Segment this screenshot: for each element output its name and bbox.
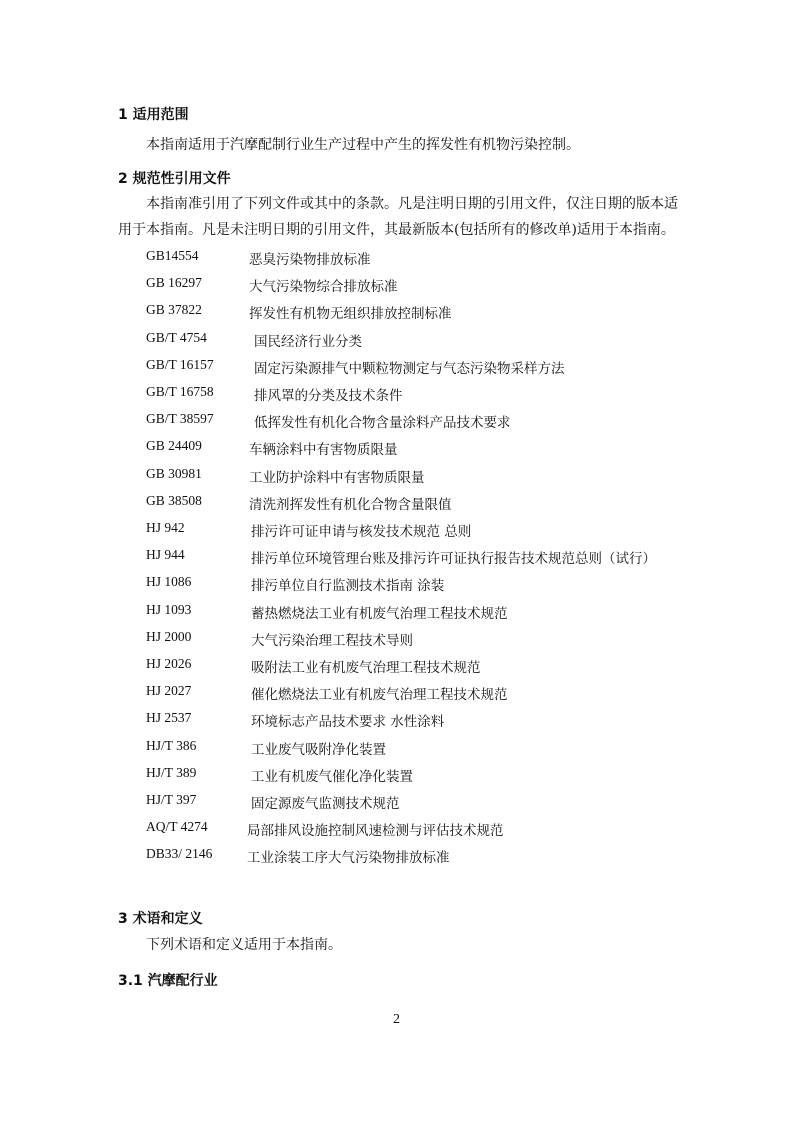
reference-code: GB 16297 [146,275,202,291]
section-1-body: 本指南适用于汽摩配制行业生产过程中产生的挥发性有机物污染控制。 [146,137,580,153]
reference-title: 工业有机废气催化净化装置 [251,768,413,785]
reference-title: 低挥发性有机化合物含量涂料产品技术要求 [254,415,511,432]
reference-code: HJ/T 389 [146,764,197,780]
reference-code: GB/T 16157 [146,356,214,372]
reference-title: 大气污染物综合排放标准 [249,279,398,296]
reference-title: 蓄热燃烧法工业有机废气治理工程技术规范 [251,605,508,622]
reference-title: 工业废气吸附净化装置 [251,741,386,758]
reference-title: 工业涂装工序大气污染物排放标准 [247,850,450,867]
reference-title: 大气污染治理工程技术导则 [251,632,413,649]
reference-code: GB/T 16758 [146,384,214,399]
section-3-body: 下列术语和定义适用于本指南。 [146,937,342,953]
reference-code: HJ 944 [146,547,185,563]
reference-title: 国民经济行业分类 [254,333,362,350]
reference-title: 工业防护涂料中有害物质限量 [249,469,425,486]
section-2-body-line-1: 本指南准引用了下列文件或其中的条款。凡是注明日期的引用文件，仅注日期的版本适 [146,196,678,212]
reference-code: GB/T 38597 [146,411,214,427]
reference-code: HJ 2537 [146,710,192,726]
reference-title: 局部排风设施控制风速检测与评估技术规范 [247,823,504,840]
reference-title: 挥发性有机物无组织排放控制标准 [249,306,452,323]
page-number: 2 [393,1012,400,1027]
reference-code: HJ 2027 [146,683,192,699]
section-2-heading: 2 规范性引用文件 [118,171,231,187]
reference-title: 固定源废气监测技术规范 [251,796,400,812]
reference-title: 环境标志产品技术要求 水性涂料 [251,714,445,731]
reference-code: DB33/ 2146 [146,846,213,862]
reference-code: HJ/T 397 [146,792,197,807]
reference-title: 固定污染源排气中颗粒物测定与气态污染物采样方法 [254,360,565,377]
reference-code: HJ 1093 [146,601,192,617]
reference-title: 催化燃烧法工业有机废气治理工程技术规范 [251,687,508,704]
reference-title: 排污许可证申请与核发技术规范 总则 [251,524,472,540]
reference-title: 排污单位自行监测技术指南 涂装 [251,578,445,595]
reference-code: GB 24409 [146,438,202,454]
reference-title: 车辆涂料中有害物质限量 [249,442,398,459]
reference-code: HJ 942 [146,520,185,535]
reference-code: HJ 1086 [146,574,192,590]
reference-code: GB14554 [146,248,199,263]
reference-code: GB 38508 [146,492,202,508]
section-3-heading: 3 术语和定义 [118,911,203,927]
reference-title: 排污单位环境管理台账及排污许可证执行报告技术规范总则（试行） [251,551,656,568]
section-2-body-line-2: 用于本指南。凡是未注明日期的引用文件，其最新版本(包括所有的修改单)适用于本指南。 [118,222,675,238]
reference-code: GB 37822 [146,302,202,318]
section-3-1-heading: 3.1 汽摩配行业 [118,973,218,989]
reference-code: HJ/T 386 [146,737,197,753]
reference-code: AQ/T 4274 [146,819,208,835]
reference-title: 吸附法工业有机废气治理工程技术规范 [251,660,481,676]
reference-code: GB 30981 [146,465,202,481]
section-1-heading: 1 适用范围 [118,107,189,123]
reference-title: 清洗剂挥发性有机化合物含量限值 [249,496,452,513]
reference-code: GB/T 4754 [146,329,207,345]
reference-title: 排风罩的分类及技术条件 [254,388,403,404]
reference-code: HJ 2000 [146,628,192,644]
reference-code: HJ 2026 [146,656,192,671]
reference-title: 恶臭污染物排放标准 [249,252,371,268]
